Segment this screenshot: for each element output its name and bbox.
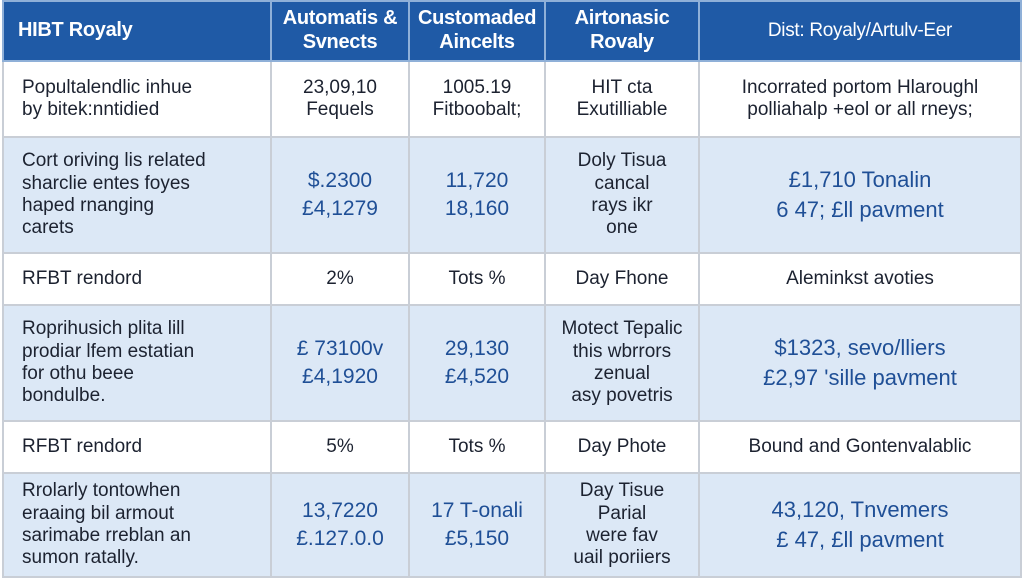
- cell-number: £ 73100v: [296, 336, 384, 360]
- header-line: Airtonasic: [574, 7, 670, 30]
- value-cell: [409, 61, 545, 137]
- cell-line: sarimabe rreblan an: [22, 525, 191, 546]
- cell-line: Parial: [597, 502, 647, 524]
- header-line: Aincelts: [439, 31, 515, 53]
- header-line: Rovaly: [590, 31, 654, 53]
- cell-line: zenual: [594, 363, 650, 384]
- cell-line: Doly Tisua: [577, 150, 667, 172]
- cell-line: eraaing bil armout: [22, 502, 175, 524]
- cell-line: HIT cta: [591, 76, 653, 98]
- comparison-table: [2, 0, 1022, 578]
- cell-number: $.2300: [307, 168, 373, 192]
- cell-line: polliahalp +eol or all rneys;: [747, 99, 973, 120]
- value-cell: Day Phote: [545, 421, 699, 473]
- cell-number: £2,97 'sille pavment: [763, 365, 957, 390]
- value-cell: [545, 473, 699, 577]
- header-cell-customaded-aincelts: [409, 1, 545, 61]
- cell-number: 18,160: [444, 197, 510, 220]
- cell-number: 11,720: [445, 168, 509, 192]
- cell-line: 23,09,10: [303, 76, 377, 98]
- header-line: Customaded: [418, 7, 537, 30]
- cell-line: one: [606, 217, 638, 239]
- cell-line: Day Tisue: [579, 480, 665, 502]
- cell-line: this wbrrors: [572, 340, 672, 362]
- cell-number: £5,150: [444, 527, 510, 550]
- header-line: Svnects: [302, 31, 378, 53]
- row-label-cell: [3, 61, 271, 137]
- value-cell: [409, 305, 545, 421]
- table-row: [3, 421, 1021, 473]
- cell-line: for othu beee: [22, 363, 134, 384]
- header-cell-airtonasic-rovaly: [545, 1, 699, 61]
- header-line: Automatis &: [282, 7, 398, 30]
- cell-number: $1323, sevo/lliers: [774, 335, 946, 361]
- table-header-row: [3, 1, 1021, 61]
- cell-line: sumon ratally.: [22, 547, 139, 569]
- cell-line: Rrolarly tontowhen: [22, 480, 181, 502]
- row-label-cell: [3, 473, 271, 577]
- cell-number: £4,520: [444, 365, 510, 388]
- cell-number: 13,7220: [302, 498, 378, 522]
- cell-line: were fav: [586, 525, 658, 546]
- value-cell: [271, 137, 409, 253]
- cell-line: prodiar lfem estatian: [22, 340, 195, 362]
- cell-number: £.127.0.0: [296, 527, 384, 550]
- value-cell: [545, 137, 699, 253]
- cell-line: Exutilliable: [576, 99, 668, 120]
- cell-line: sharclie entes foyes: [22, 172, 190, 194]
- cell-line: Motect Tepalic: [561, 318, 683, 340]
- header-cell-hibt-royaly: HIBT Royaly: [3, 1, 271, 61]
- cell-line: haped rnanging: [22, 195, 155, 216]
- table-row: [3, 137, 1021, 253]
- value-cell: [699, 473, 1021, 577]
- cell-line: by bitek:nntidied: [22, 99, 160, 120]
- row-label-cell: [3, 137, 271, 253]
- cell-number: £1,710 Tonalin: [788, 167, 932, 193]
- cell-line: Fequels: [306, 99, 374, 120]
- cell-line: rays ikr: [591, 195, 653, 216]
- cell-line: Popultalendlic inhue: [22, 76, 193, 98]
- table-row: [3, 61, 1021, 137]
- value-cell: [271, 305, 409, 421]
- cell-line: Fitboobalt;: [432, 99, 522, 120]
- value-cell: Day Fhone: [545, 253, 699, 305]
- value-cell: [699, 305, 1021, 421]
- cell-number: 17 T-onali: [431, 498, 523, 522]
- header-cell-automatis-svnects: [271, 1, 409, 61]
- table-row: [3, 305, 1021, 421]
- row-label-cell: RFBT rendord: [3, 421, 271, 473]
- table-row: [3, 253, 1021, 305]
- cell-line: 1005.19: [442, 76, 512, 98]
- cell-line: uail poriiers: [573, 547, 671, 569]
- cell-line: bondulbe.: [22, 385, 106, 407]
- value-cell: [545, 305, 699, 421]
- value-cell: Bound and Gontenvalablic: [699, 421, 1021, 473]
- cell-number: £ 47, £ll pavment: [776, 527, 944, 552]
- cell-line: asy povetris: [571, 385, 673, 407]
- value-cell: Aleminkst avoties: [699, 253, 1021, 305]
- cell-number: 29,130: [444, 336, 510, 360]
- cell-line: Incorrated portom Hlaroughl: [741, 76, 979, 98]
- row-label-cell: [3, 305, 271, 421]
- value-cell: [409, 473, 545, 577]
- cell-number: 6 47; £ll pavment: [776, 197, 944, 222]
- value-cell: [699, 61, 1021, 137]
- value-cell: Tots %: [409, 253, 545, 305]
- cell-number: £4,1920: [302, 365, 378, 388]
- cell-line: Cort oriving lis related: [22, 150, 206, 172]
- value-cell: [545, 61, 699, 137]
- cell-line: Roprihusich plita lill: [22, 318, 185, 340]
- value-cell: 2%: [271, 253, 409, 305]
- cell-number: £4,1279: [302, 197, 378, 220]
- row-label-cell: RFBT rendord: [3, 253, 271, 305]
- header-cell-dist-royaly: Dist: Royaly/Artulv-Eer: [699, 1, 1021, 61]
- value-cell: [271, 61, 409, 137]
- value-cell: 5%: [271, 421, 409, 473]
- value-cell: Tots %: [409, 421, 545, 473]
- value-cell: [409, 137, 545, 253]
- table-row: [3, 473, 1021, 577]
- cell-line: carets: [22, 217, 74, 239]
- value-cell: [699, 137, 1021, 253]
- value-cell: [271, 473, 409, 577]
- cell-number: 43,120, Tnvemers: [771, 497, 949, 523]
- cell-line: cancal: [594, 172, 650, 194]
